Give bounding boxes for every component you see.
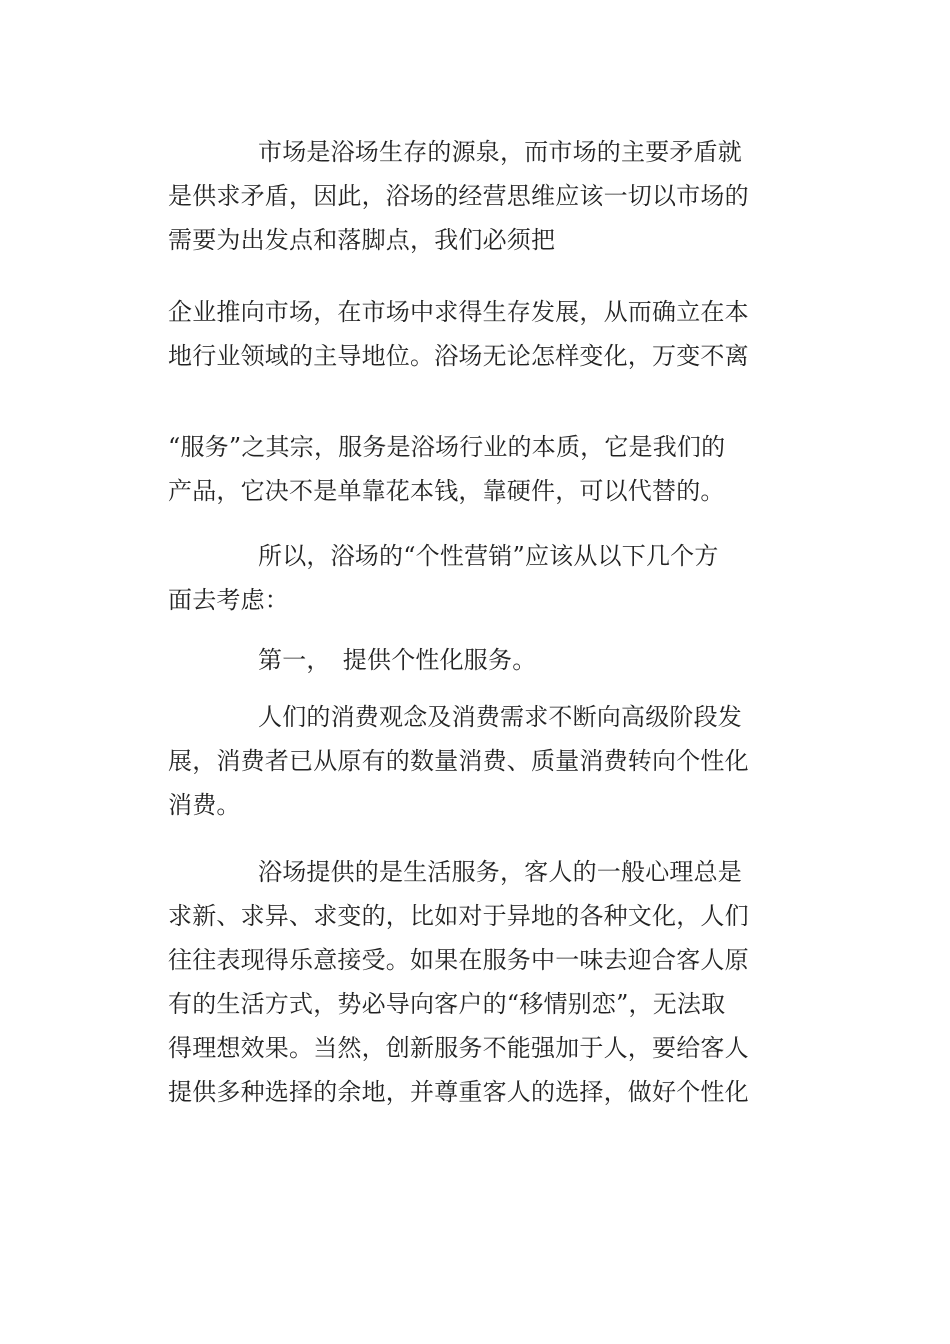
text-line: 企业推向市场，在市场中求得生存发展，从而确立在本 — [168, 298, 749, 326]
text-line: 需要为出发点和落脚点，我们必须把 — [168, 226, 556, 254]
text-line: 提供多种选择的余地，并尊重客人的选择，做好个性化 — [168, 1078, 749, 1106]
text-line: 浴场提供的是生活服务，客人的一般心理总是 — [258, 858, 742, 886]
text-line: 产品，它决不是单靠花本钱，靠硬件，可以代替的。 — [168, 477, 725, 505]
paragraph-life-service — [168, 850, 788, 1114]
paragraph-enterprise — [168, 290, 788, 378]
paragraph-market — [168, 130, 788, 262]
text-line: 展，消费者已从原有的数量消费、质量消费转向个性化 — [168, 747, 749, 775]
text-line: 市场是浴场生存的源泉，而市场的主要矛盾就 — [258, 138, 742, 166]
heading-first-point — [168, 638, 788, 682]
paragraph-consumption — [168, 695, 788, 827]
text-line: 所以，浴场的“个性营销”应该从以下几个方 — [258, 542, 719, 570]
text-line: 地行业领域的主导地位。浴场无论怎样变化，万变不离 — [168, 342, 749, 370]
paragraph-therefore — [168, 534, 788, 622]
text-line: 往往表现得乐意接受。如果在服务中一味去迎合客人原 — [168, 946, 749, 974]
text-line: 消费。 — [168, 791, 241, 819]
paragraph-service — [168, 425, 788, 513]
text-line: “服务”之其宗，服务是浴场行业的本质，它是我们的 — [168, 433, 726, 461]
text-line: 得理想效果。当然，创新服务不能强加于人，要给客人 — [168, 1034, 749, 1062]
text-line: 求新、求异、求变的，比如对于异地的各种文化，人们 — [168, 902, 749, 930]
text-line: 面去考虑： — [168, 586, 289, 614]
text-line: 有的生活方式，势必导向客户的“移情别恋”，无法取 — [168, 990, 726, 1018]
text-line: 第一， 提供个性化服务。 — [258, 646, 537, 674]
text-line: 是供求矛盾，因此，浴场的经营思维应该一切以市场的 — [168, 182, 749, 210]
text-line: 人们的消费观念及消费需求不断向高级阶段发 — [258, 703, 742, 731]
